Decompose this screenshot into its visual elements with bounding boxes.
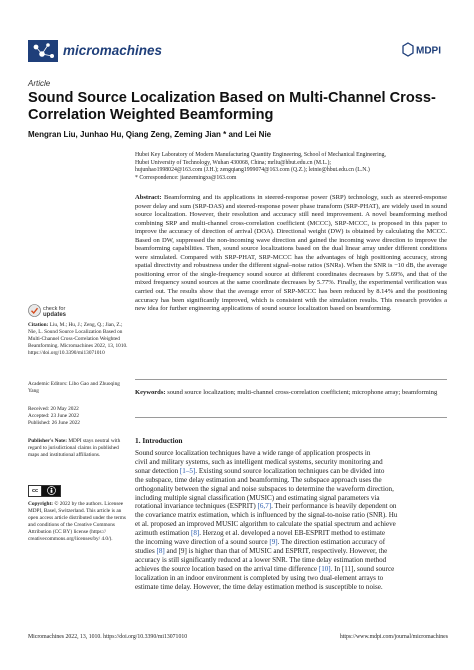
keywords bbox=[135, 389, 447, 398]
introduction-body bbox=[135, 449, 447, 592]
academic-editors: Academic Editors: Libo Gao and Zhuoqing Yang bbox=[28, 381, 120, 394]
body-line: the covariance matrix estimation, which is influenced by the signal-to-noise ratio (SNR). Hu bbox=[135, 511, 398, 520]
mdpi-logo-icon bbox=[402, 42, 448, 58]
reference-link[interactable]: [9] bbox=[269, 538, 278, 547]
body-line: azimuth estimation [8]. Herzog et al. developed a novel EB-ESPRIT method to estimate bbox=[135, 529, 386, 538]
body-line: estimate time delay. However, the time delay estimation method is susceptible to noise. bbox=[135, 582, 383, 591]
reference-link[interactable]: [8] bbox=[156, 546, 165, 555]
affiliation-block bbox=[135, 152, 435, 182]
abstract-text: Beamforming and its applications in steered-response power (SRP) technology, such as steered-response power delay and sum (SRP-DAS) and steered-response power phase transform (SRP-PHAT), are widely used in sound source localization. However, their resolution and accuracy still need improvement. A novel beamforming method combining SRP and multi-channel cross-correlation coefficient (MCCC), SRP-MCCC, is proposed in this paper to improve the accuracy of direction of arrival (DOA). Directional weight (DW) is obtained by calculating the MCCC. Based on DW, suppressed the non-incoming wave direction and gained the incoming wave direction to improve the beamforming capabilities. Then, sound source localizations based on the dual linear array under different conditions were simulated. Compared with SRP-PHAT, SRP-MCCC has the advantages of high positioning accuracy, strong spatial directivity and robustness under the different signal–noise ratios (SNRs). When the SNR is −10 dB, the average positioning error of the single-frequency sound source at different coordinates decreases by 5.69%, and that of the mixed frequency sound sources at the same coordinate decreases by 5.77%. Finally, the experimental verification was carried out. The results show that the average error of SRP-MCCC has been reduced by 8.14% and the positioning accuracy has been significantly improved, which is consistent with the simulation results. This research provides a new idea for further engineering applications of sound source localization based on beamforming. bbox=[135, 194, 448, 313]
mdpi-logo-text: MDPI bbox=[416, 45, 441, 57]
publication-dates bbox=[28, 406, 128, 427]
article-title: Sound Source Localization Based on Multi-Channel Cross-Correlation Weighted Beamforming bbox=[28, 90, 436, 123]
body-line: including multiple signal classification (MUSIC) and estimating signal parameters via bbox=[135, 493, 380, 502]
body-line: localization in an indoor environment is completed by using two dual-element arrays to bbox=[135, 573, 384, 582]
copyright-text: © 2022 by the authors. Licensee MDPI, Basel, Switzerland. This article is an open access article distributed under the terms and conditions of the Creative Commons Attribution (CC BY) license (https:// creativecommons.org/licenses/by/ 4.0/). bbox=[28, 501, 126, 542]
received-date: Received: 20 May 2022 bbox=[28, 406, 79, 412]
cc-icon: cc bbox=[29, 486, 42, 496]
footer-citation[interactable]: Micromachines 2022, 13, 1010. https://doi.org/10.3390/mi13071010 bbox=[28, 634, 188, 640]
body-line: studies [8] and [9] is higher than that of MUSIC and ESPRIT, respectively. However, the bbox=[135, 546, 388, 555]
body-line: civil and military systems, such as intelligent medical systems, security monitoring and bbox=[135, 457, 383, 466]
abstract bbox=[135, 194, 447, 314]
published-date: Published: 26 June 2022 bbox=[28, 419, 80, 426]
publisher-note bbox=[28, 438, 128, 459]
body-line: the incoming wave direction of a sound source [9]. The direction estimation accuracy of bbox=[135, 538, 386, 547]
citation-text: Liu, M.; Hu, J.; Zeng, Q.; Jian, Z.; Nie, L. Sound Source Localization Based on Multi-Channel Cross-Correlation Weighted Beamforming. Micromachines 2022, 13, 1010. https://doi.org/10.3390/mi13071010 bbox=[28, 322, 128, 356]
reference-link[interactable]: [1–5] bbox=[179, 466, 196, 475]
reference-link[interactable]: [8] bbox=[190, 529, 200, 538]
check-for-updates-icon[interactable] bbox=[28, 304, 41, 317]
keywords-text: sound source localization; multi-channel cross-correlation coefficient; microphone array; beamforming bbox=[167, 389, 438, 396]
article-type: Article bbox=[28, 79, 51, 88]
divider bbox=[135, 417, 447, 418]
journal-header bbox=[28, 40, 448, 70]
check-for-updates-label[interactable]: check for updates bbox=[43, 306, 67, 318]
affiliation-line: Hubei University of Technology, Wuhan 430068, China; mrliu@hbut.edu.cn (M.L.); bbox=[135, 159, 332, 166]
body-line: Sound source localization techniques have a wide range of application prospects in bbox=[135, 449, 371, 457]
journal-name: micromachines bbox=[63, 43, 163, 58]
affiliation-line: hujunhao1998024@163.com (J.H.); zengqiang1999074@163.com (Q.Z.); leinie@hbut.edu.cn (L.N.) bbox=[135, 167, 370, 174]
body-line: achieves the source location based on the arrival time difference [10]. In [11], sound source bbox=[135, 564, 395, 573]
citation-label: Citation: bbox=[28, 322, 49, 328]
reference-link[interactable]: [10] bbox=[318, 564, 331, 573]
affiliation-line: Hubei Key Laboratory of Modern Manufacturing Quantity Engineering, School of Mechanical Engineering, bbox=[135, 152, 386, 158]
copyright-label: Copyright: bbox=[28, 501, 54, 507]
copyright-block bbox=[28, 501, 128, 542]
cc-license-badge[interactable] bbox=[28, 485, 61, 497]
publisher-note-text: MDPI stays neutral with regard to jurisdictional claims in published maps and institutional affiliations. bbox=[28, 438, 121, 458]
journal-logo-icon bbox=[28, 40, 58, 62]
author-list: Mengran Liu, Junhao Hu, Qiang Zeng, Zeming Jian * and Lei Nie bbox=[28, 130, 272, 139]
publisher-note-label: Publisher's Note: bbox=[28, 438, 67, 444]
person-icon bbox=[47, 486, 56, 495]
body-line: orthogonality between the signal and noise subspaces to determine the waveform direction, bbox=[135, 484, 394, 493]
accepted-date: Accepted: 23 June 2022 bbox=[28, 412, 80, 419]
body-line: sonar detection [1–5]. Existing sound source localization techniques can be divided into bbox=[135, 466, 385, 475]
attribution-icon bbox=[42, 486, 60, 496]
citation-block bbox=[28, 322, 128, 357]
section-title: 1. Introduction bbox=[135, 436, 183, 445]
body-line: rotational invariance techniques (ESPRIT) [6,7]. Their performance is heavily dependent on bbox=[135, 502, 397, 511]
reference-link[interactable]: [6,7] bbox=[257, 502, 272, 511]
keywords-label: Keywords: bbox=[135, 389, 166, 396]
divider bbox=[135, 379, 447, 380]
body-line: et al. proposed an improved MUSIC algorithm to calculate the spatial spectrum and achieve bbox=[135, 520, 396, 529]
footer-journal-url[interactable]: https://www.mdpi.com/journal/micromachines bbox=[339, 634, 448, 640]
body-line: accuracy is still significantly reduced at a lower SNR. The time delay estimation method bbox=[135, 555, 387, 564]
abstract-label: Abstract: bbox=[135, 194, 162, 201]
correspondence-line: * Correspondence: jianzemingxs@163.com bbox=[135, 174, 237, 181]
body-line: the subspace, time delay estimation and beamforming. The subspace approach uses the bbox=[135, 475, 382, 484]
